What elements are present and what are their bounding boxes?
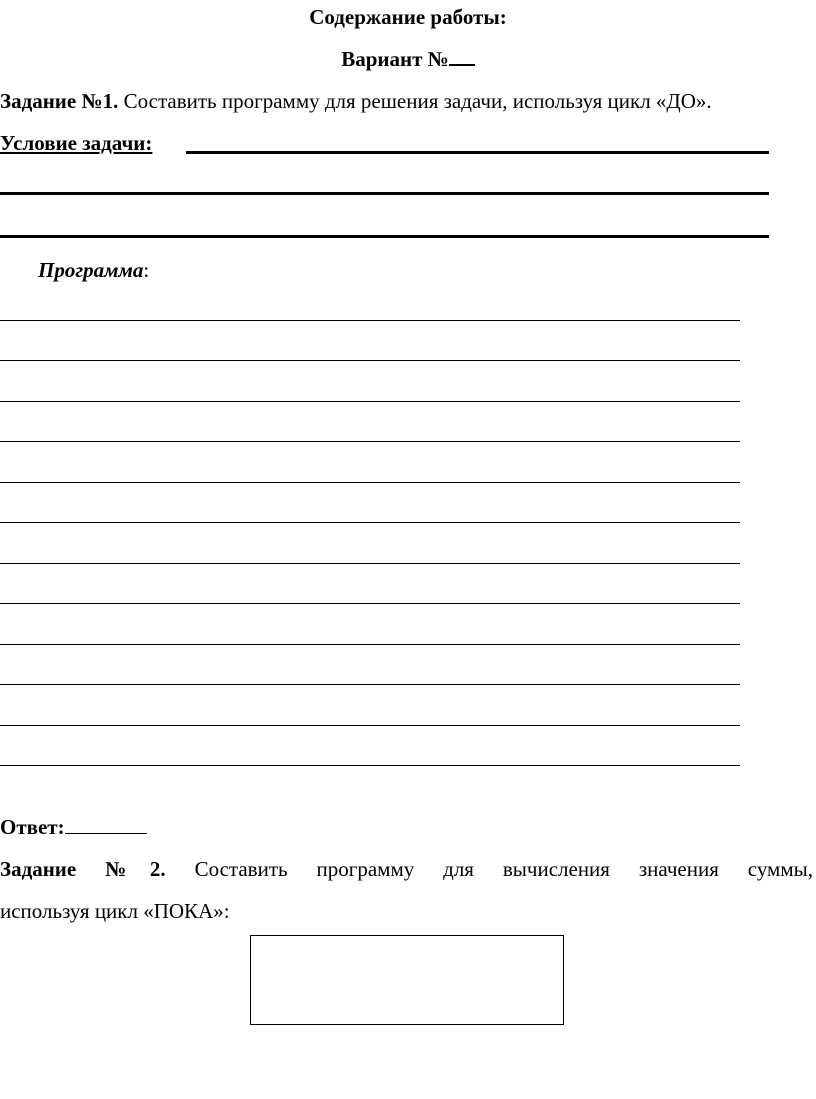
task2-text: Составить программу для вычисления значения суммы, bbox=[194, 857, 813, 881]
program-line[interactable] bbox=[0, 401, 740, 402]
task2-line-1 bbox=[0, 856, 813, 882]
program-line[interactable] bbox=[0, 320, 740, 321]
program-line[interactable] bbox=[0, 563, 740, 564]
program-line[interactable] bbox=[0, 725, 740, 726]
condition-line-3[interactable] bbox=[0, 235, 769, 238]
program-line[interactable] bbox=[0, 482, 740, 483]
condition-label: Условие задачи: bbox=[0, 131, 153, 155]
task1-statement bbox=[0, 88, 816, 114]
answer-label: Ответ: bbox=[0, 815, 65, 839]
program-line[interactable] bbox=[0, 522, 740, 523]
condition-line-1[interactable] bbox=[186, 151, 769, 154]
program-line[interactable] bbox=[0, 360, 740, 361]
task2-line-2: используя цикл «ПОКА»: bbox=[0, 899, 230, 923]
program-line[interactable] bbox=[0, 603, 740, 604]
program-line[interactable] bbox=[0, 684, 740, 685]
task2-label: Задание №2. bbox=[0, 857, 166, 881]
task1-text: Составить программу для решения задачи, используя цикл «ДО». bbox=[123, 89, 712, 113]
variant-blank[interactable] bbox=[449, 64, 475, 66]
program-line[interactable] bbox=[0, 644, 740, 645]
answer-row bbox=[0, 814, 147, 840]
variant-heading: Вариант № bbox=[0, 46, 816, 72]
program-line[interactable] bbox=[0, 441, 740, 442]
formula-box bbox=[250, 935, 564, 1025]
program-label: Программа bbox=[38, 258, 144, 282]
program-line[interactable] bbox=[0, 765, 740, 766]
answer-blank[interactable] bbox=[65, 833, 147, 834]
program-heading: Программа: bbox=[38, 258, 150, 282]
condition-line-2[interactable] bbox=[0, 192, 769, 195]
task1-label: Задание №1. bbox=[0, 89, 119, 113]
page-title: Содержание работы: bbox=[309, 5, 507, 29]
